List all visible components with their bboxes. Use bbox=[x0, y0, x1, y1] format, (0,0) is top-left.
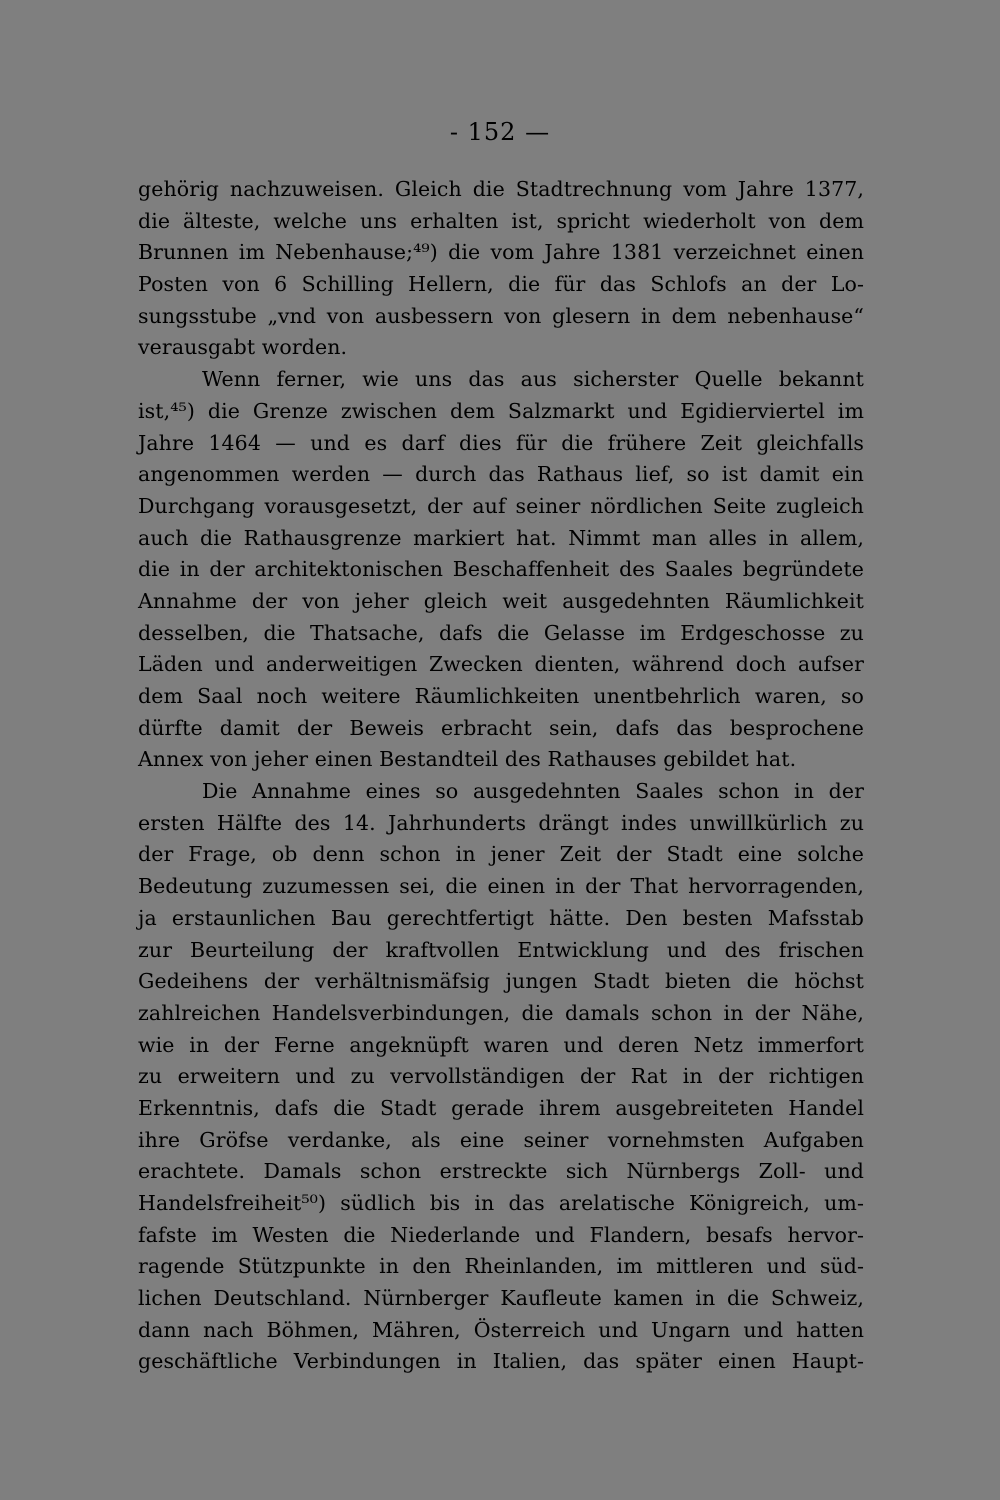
body-text bbox=[138, 174, 864, 1378]
text-line: lichen Deutschland. Nürnberger Kaufleute kamen in die Schweiz, bbox=[138, 1286, 864, 1311]
text-line: geschäftliche Verbindungen in Italien, das später einen Haupt- bbox=[138, 1349, 864, 1374]
text-line: die in der architektonischen Beschaffenheit des Saales begründete bbox=[138, 557, 864, 582]
text-line: gehörig nachzuweisen. Gleich die Stadtrechnung vom Jahre 1377, bbox=[138, 177, 864, 201]
text-line: Läden und anderweitigen Zwecken dienten, während doch aufser bbox=[138, 652, 864, 677]
text-line: der Frage, ob denn schon in jener Zeit der Stadt eine solche bbox=[138, 842, 864, 867]
text-line: Posten von 6 Schilling Hellern, die für das Schlofs an der Lo- bbox=[138, 272, 864, 297]
text-line: Jahre 1464 — und es darf dies für die frühere Zeit gleichfalls bbox=[138, 430, 864, 455]
text-line: erachtete. Damals schon erstreckte sich Nürnbergs Zoll- und bbox=[138, 1159, 864, 1184]
text-line: Gedeihens der verhältnismäfsig jungen Stadt bieten die höchst bbox=[138, 969, 864, 994]
text-line: zu erweitern und zu vervollständigen der Rat in der richtigen bbox=[138, 1064, 864, 1089]
text-line: dürfte damit der Beweis erbracht sein, dafs das besprochene bbox=[138, 715, 864, 740]
text-line: dem Saal noch weitere Räumlichkeiten unentbehrlich waren, so bbox=[138, 684, 864, 708]
page-number: - 152 — bbox=[449, 118, 551, 146]
text-line: ist,⁴⁵) die Grenze zwischen dem Salzmarkt und Egidierviertel im bbox=[138, 398, 864, 423]
text-line: zur Beurteilung der kraftvollen Entwicklung und des frischen bbox=[138, 937, 864, 962]
text-line: Brunnen im Nebenhause;⁴⁹) die vom Jahre 1381 verzeichnet einen bbox=[138, 240, 864, 265]
text-line: die älteste, welche uns erhalten ist, spricht wiederholt von dem bbox=[138, 208, 864, 233]
text-line: angenommen werden — durch das Rathaus lief, so ist damit ein bbox=[138, 462, 864, 487]
text-line: ragende Stützpunkte in den Rheinlanden, im mittleren und süd- bbox=[138, 1254, 864, 1279]
text-line: ersten Hälfte des 14. Jahrhunderts drängt indes unwillkürlich zu bbox=[138, 810, 864, 835]
text-line: zahlreichen Handelsverbindungen, die damals schon in der Nähe, bbox=[138, 1000, 864, 1025]
text-line: wie in der Ferne angeknüpft waren und deren Netz immerfort bbox=[138, 1032, 864, 1057]
text-line: auch die Rathausgrenze markiert hat. Nimmt man alles in allem, bbox=[138, 525, 864, 550]
text-line: Annahme der von jeher gleich weit ausgedehnten Räumlichkeit bbox=[138, 588, 864, 613]
text-line: ihre Gröfse verdanke, als eine seiner vornehmsten Aufgaben bbox=[138, 1127, 864, 1152]
text-line: ja erstaunlichen Bau gerechtfertigt hätte. Den besten Mafsstab bbox=[138, 905, 864, 930]
text-line: Die Annahme eines so ausgedehnten Saales schon in der bbox=[202, 779, 864, 804]
text-line: Wenn ferner, wie uns das aus sicherster Quelle bekannt bbox=[202, 367, 864, 392]
text-line: dann nach Böhmen, Mähren, Österreich und Ungarn und hatten bbox=[138, 1317, 864, 1342]
text-line: verausgabt worden. bbox=[138, 335, 348, 360]
text-line: Annex von jeher einen Bestandteil des Rathauses gebildet hat. bbox=[138, 747, 797, 772]
text-line: desselben, die Thatsache, dafs die Gelasse im Erdgeschosse zu bbox=[138, 620, 864, 645]
text-line: sungsstube „vnd von ausbessern von glesern in dem nebenhause“ bbox=[138, 303, 864, 328]
text-line: fafste im Westen die Niederlande und Flandern, besafs hervor- bbox=[138, 1222, 864, 1247]
text-line: Handelsfreiheit⁵⁰) südlich bis in das arelatische Königreich, um- bbox=[138, 1191, 864, 1215]
text-line: Bedeutung zuzumessen sei, die einen in der That hervorragenden, bbox=[138, 874, 864, 899]
text-line: Erkenntnis, dafs die Stadt gerade ihrem ausgebreiteten Handel bbox=[138, 1095, 864, 1120]
text-line: Durchgang vorausgesetzt, der auf seiner nördlichen Seite zugleich bbox=[138, 493, 864, 518]
